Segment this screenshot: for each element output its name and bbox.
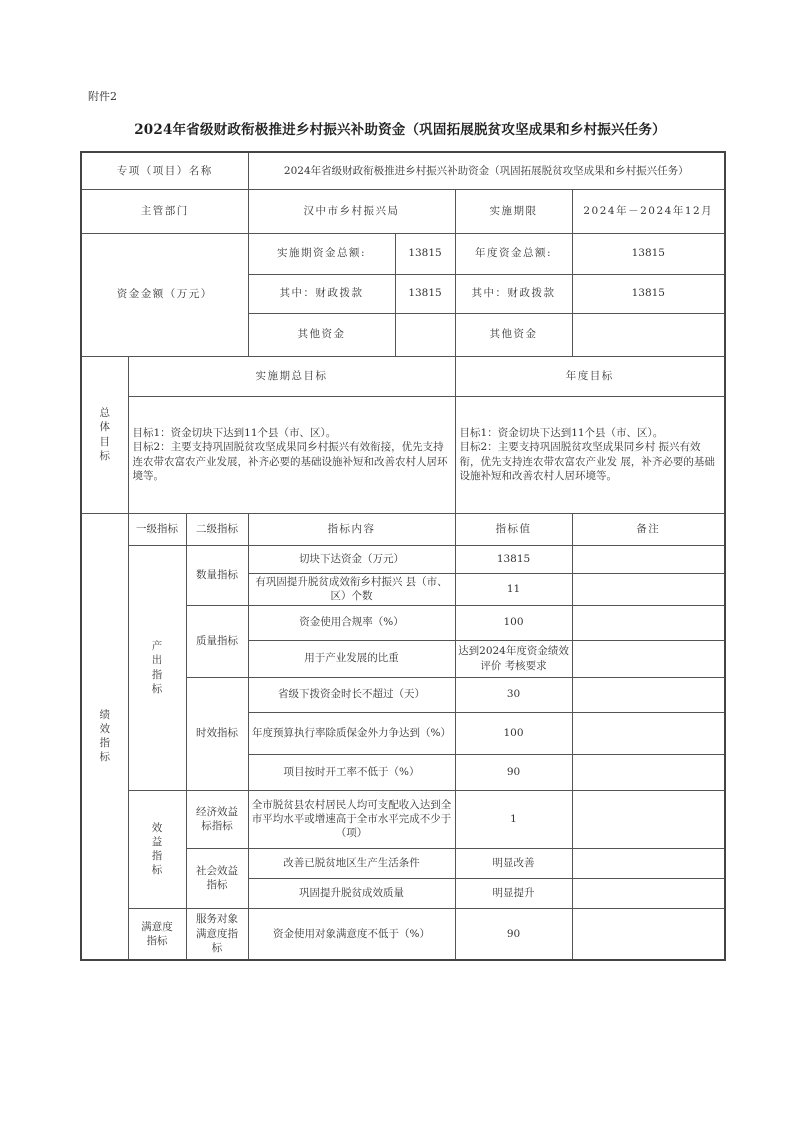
row-remark [572,878,725,908]
table-row [81,790,725,848]
row-remark [572,790,725,848]
row-remark [572,712,725,754]
benefit-label: 效 益 指 标 [128,790,186,908]
row-content: 年度预算执行率除质保金外力争达到（%） [248,712,455,754]
row-remark [572,754,725,790]
period-value: 2024年－2024年12月 [572,189,725,233]
row-content: 有巩固提升脱贫成效衔乡村振兴 县（市、区）个数 [248,573,455,605]
perf-side-label: 绩 效 指 标 [81,513,128,960]
row-content: 资金使用对象满意度不低于（%） [248,908,455,960]
satisfaction-label: 满意度 指标 [128,908,186,960]
fiscal-value-annual: 13815 [572,274,725,313]
row-remark [572,640,725,677]
row-value: 13815 [455,545,572,573]
service-label: 服务对象 满意度指 标 [186,908,248,960]
fiscal-label: 其中：财政拨款 [248,274,395,313]
period-goal-text: 目标1：资金切块下达到11个县（市、区）。 目标2：主要支持巩固脱贫攻坚成果同乡村振兴有效衔接，优先支持连农带农富农产业发展，补齐必要的基础设施补短和改善农村人居环境等。 [128,396,455,513]
row-value: 明显改善 [455,848,572,878]
quality-label: 质量指标 [186,605,248,677]
row-content: 省级下拨资金时长不超过（天） [248,677,455,712]
other-value-annual [572,313,725,356]
row-content: 巩固提升脱贫成效质量 [248,878,455,908]
row-content: 改善已脱贫地区生产生活条件 [248,848,455,878]
social-label: 社会效益 指标 [186,848,248,908]
row-value: 90 [455,908,572,960]
row-value: 100 [455,712,572,754]
row-content: 全市脱贫县农村居民人均可支配收入达到全市平均水平或增速高于全市水平完成不少于（项） [248,790,455,848]
row-content: 切块下达资金（万元） [248,545,455,573]
row-remark [572,545,725,573]
fiscal-value: 13815 [395,274,455,313]
remark-header: 备注 [572,513,725,545]
row-content: 资金使用合规率（%） [248,605,455,640]
period-label: 实施期限 [455,189,572,233]
value-header: 指标值 [455,513,572,545]
document-title: 2024年省级财政衔极推进乡村振兴补助资金（巩固拓展脱贫攻坚成果和乡村振兴任务） [134,122,666,138]
economic-label: 经济效益 标指标 [186,790,248,848]
row-remark [572,677,725,712]
perf-header-row [81,513,725,545]
table-row [81,545,725,573]
content-header: 指标内容 [248,513,455,545]
annual-label: 年度资金总额: [455,233,572,274]
other-value [395,313,455,356]
dept-label: 主管部门 [81,189,248,233]
project-value: 2024年省级财政衔极推进乡村振兴补助资金（巩固拓展脱贫攻坚成果和乡村振兴任务） [248,152,725,189]
performance-table [80,151,726,961]
row-value: 达到2024年度资金绩效评价 考核要求 [455,640,572,677]
period-goal-header: 实施期总目标 [128,356,455,396]
goal-text-row [81,396,725,513]
project-label: 专项（项目）名称 [81,152,248,189]
row-value: 90 [455,754,572,790]
row-value: 100 [455,605,572,640]
row-remark [572,908,725,960]
row-value: 1 [455,790,572,848]
dept-row [81,189,725,233]
annual-value: 13815 [572,233,725,274]
time-label: 时效指标 [186,677,248,790]
overall-goal-side-label: 总 体 目 标 [81,356,128,513]
row-content: 用于产业发展的比重 [248,640,455,677]
level1-header: 一级指标 [128,513,186,545]
other-label-annual: 其他资金 [455,313,572,356]
goal-header-row [81,356,725,396]
other-label: 其他资金 [248,313,395,356]
total-value: 13815 [395,233,455,274]
row-value: 明显提升 [455,878,572,908]
annual-goal-header: 年度目标 [455,356,725,396]
funds-label: 资金金额（万元） [81,233,248,356]
row-value: 11 [455,573,572,605]
funds-total-row [81,233,725,274]
attachment-label: 附件2 [88,90,117,103]
total-label: 实施期资金总额: [248,233,395,274]
row-remark [572,848,725,878]
project-row [81,152,725,189]
fiscal-label-annual: 其中：财政拨款 [455,274,572,313]
row-remark [572,573,725,605]
row-value: 30 [455,677,572,712]
row-remark [572,605,725,640]
level2-header: 二级指标 [186,513,248,545]
table-row [81,908,725,960]
row-content: 项目按时开工率不低于（%） [248,754,455,790]
output-label: 产 出 指 标 [128,545,186,790]
quantity-label: 数量指标 [186,545,248,605]
dept-value: 汉中市乡村振兴局 [248,189,455,233]
annual-goal-text: 目标1：资金切块下达到11个县（市、区）。 目标2：主要支持巩固脱贫攻坚成果同乡村 振兴有效衔，优先支持连农带农富农产业发 展，补齐必要的基础设施补短和改善农村人居环境等。 [455,396,725,513]
